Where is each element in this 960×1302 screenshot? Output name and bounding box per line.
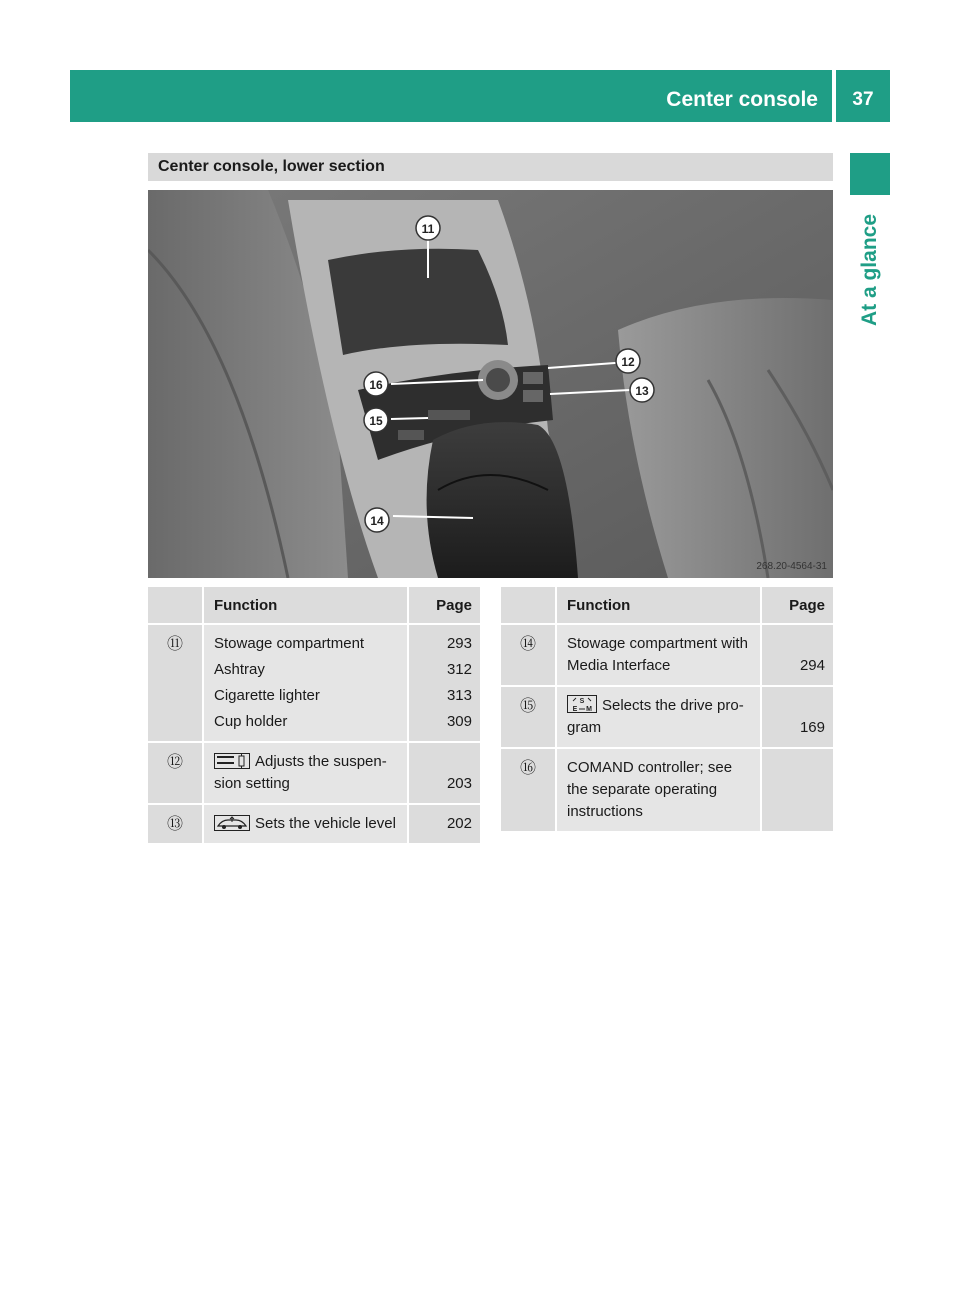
page-ref: 293	[446, 635, 472, 652]
header-page: Page	[761, 587, 833, 624]
function-text: Stowage compartment with	[567, 635, 748, 652]
function-text: Media Interface	[567, 657, 671, 674]
header-page: Page	[408, 587, 480, 624]
page-ref: 312	[446, 661, 472, 678]
page-ref: 202	[446, 815, 472, 832]
vehicle-level-icon	[214, 815, 250, 838]
callout-15	[364, 408, 388, 432]
table-row	[148, 742, 480, 804]
callout-12	[616, 349, 640, 373]
svg-text:S: S	[579, 698, 585, 705]
table-header-row	[148, 587, 480, 624]
table-row	[501, 686, 833, 748]
row-number: ⑫	[166, 752, 183, 771]
header-function: Function	[203, 587, 408, 624]
callout-11-label: 11	[421, 222, 435, 236]
header-num	[148, 587, 203, 624]
page-ref	[762, 757, 825, 779]
console-illustration	[148, 190, 833, 578]
table-row	[148, 804, 480, 844]
page-ref: 309	[446, 713, 472, 730]
function-text: Cigarette lighter	[214, 687, 320, 704]
row-number: ⑯	[519, 758, 536, 777]
table-row	[148, 624, 480, 742]
function-table-left	[148, 587, 480, 845]
row-number: ⑭	[519, 634, 536, 653]
function-table-right	[501, 587, 833, 833]
photo-code: 268.20-4564-31	[756, 561, 827, 572]
header-function: Function	[556, 587, 761, 624]
function-text: Adjusts the suspen-	[255, 753, 387, 770]
row-number: ⑪	[166, 634, 183, 653]
header-bar	[70, 70, 890, 122]
page-ref: 313	[446, 687, 472, 704]
table-row	[501, 748, 833, 832]
callout-13-label: 13	[635, 384, 649, 398]
function-text: COMAND controller; see	[567, 759, 733, 776]
svg-text:E: E	[572, 706, 578, 713]
page-ref: 294	[799, 657, 825, 674]
function-text: Stowage compartment	[214, 635, 365, 652]
callout-13	[630, 378, 654, 402]
row-number: ⑬	[166, 814, 183, 833]
header-title: Center console	[666, 88, 818, 111]
header-num	[501, 587, 556, 624]
callout-14-label: 14	[370, 514, 384, 528]
function-text: Sets the vehicle level	[255, 815, 396, 832]
table-row	[501, 624, 833, 686]
row-number: ⑮	[519, 696, 536, 715]
table-header-row	[501, 587, 833, 624]
function-text: instructions	[567, 803, 643, 820]
function-text: Ashtray	[214, 661, 265, 678]
callout-14	[365, 508, 389, 532]
callout-11	[416, 216, 440, 240]
function-text: sion setting	[214, 775, 290, 792]
center-console-photo	[148, 190, 833, 578]
callout-16	[364, 372, 388, 396]
page-number: 37	[852, 89, 874, 110]
callout-15-label: 15	[369, 414, 383, 428]
side-tab-label: At a glance	[858, 213, 881, 327]
svg-text:M: M	[586, 706, 592, 713]
function-text: gram	[567, 719, 602, 736]
page-ref: 203	[446, 775, 472, 792]
function-text: Cup holder	[214, 713, 288, 730]
function-text: the separate operating	[567, 781, 718, 798]
function-text: Selects the drive pro-	[602, 697, 744, 714]
section-heading: Center console, lower section	[148, 153, 833, 181]
page-ref: 169	[799, 719, 825, 736]
callout-12-label: 12	[621, 355, 635, 369]
side-tab-marker	[850, 153, 890, 195]
callout-16-label: 16	[369, 378, 383, 392]
